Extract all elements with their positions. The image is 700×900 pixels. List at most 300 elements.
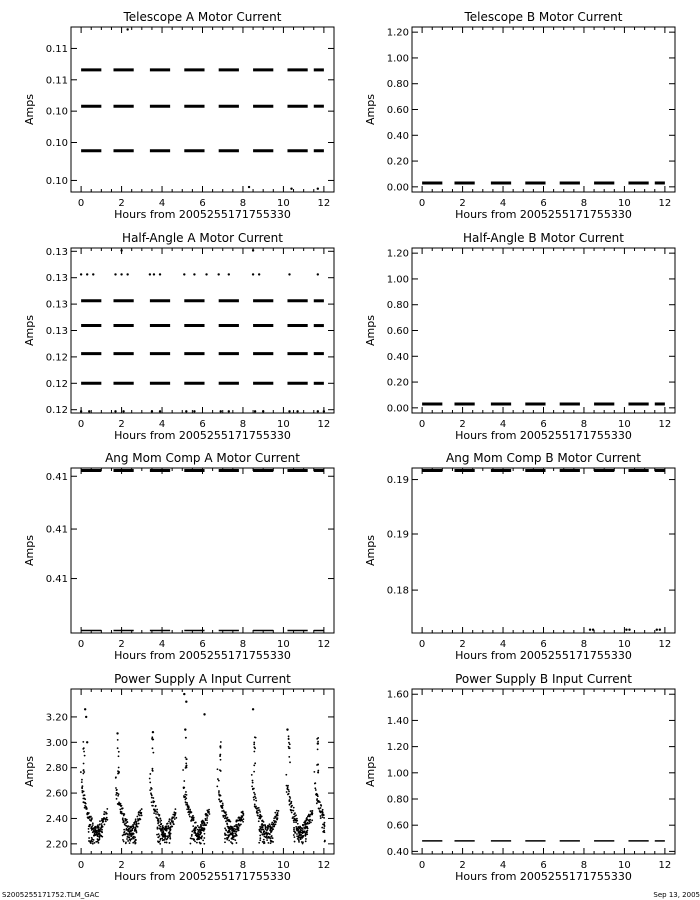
data-point <box>185 765 187 767</box>
data-point <box>160 824 162 826</box>
data-point <box>234 839 236 841</box>
data-point <box>302 843 304 845</box>
data-point <box>289 797 291 799</box>
data-point <box>129 831 131 833</box>
data-point <box>102 826 104 828</box>
data-point <box>305 833 307 835</box>
data-point <box>589 629 591 631</box>
data-point <box>254 793 256 795</box>
data-point <box>131 838 133 840</box>
data-point <box>197 825 199 827</box>
data-point <box>265 828 267 830</box>
data-point <box>193 273 195 275</box>
data-point <box>99 837 101 839</box>
data-point <box>84 794 86 796</box>
data-point <box>125 842 127 844</box>
data-point <box>253 751 255 753</box>
data-point <box>317 273 319 275</box>
x-tick-label: 8 <box>239 419 247 430</box>
data-point <box>83 769 85 771</box>
x-tick-label: 4 <box>158 860 166 871</box>
data-point <box>193 832 195 834</box>
data-point <box>116 798 118 800</box>
data-point <box>159 839 161 841</box>
data-point <box>267 833 269 835</box>
data-point <box>123 832 125 834</box>
data-point <box>290 802 292 804</box>
data-point <box>132 832 134 834</box>
y-tick-label: 0.41 <box>45 524 68 536</box>
data-point <box>220 741 222 743</box>
data-point <box>318 801 320 803</box>
data-point <box>190 837 192 839</box>
data-point <box>231 838 233 840</box>
x-tick-label: 10 <box>618 639 631 650</box>
data-point <box>106 808 108 810</box>
data-point <box>122 821 124 823</box>
y-tick-label: 2.80 <box>45 763 68 775</box>
x-tick-label: 2 <box>118 639 125 650</box>
data-point <box>262 829 264 831</box>
data-point <box>192 825 194 827</box>
plot-frame <box>412 27 675 192</box>
data-point <box>151 736 153 738</box>
y-tick-label: 0.18 <box>386 585 409 597</box>
data-point <box>297 823 299 825</box>
data-point <box>122 839 124 841</box>
y-tick-label: 0.60 <box>386 326 409 337</box>
data-point <box>229 821 231 823</box>
x-tick-label: 6 <box>540 639 547 650</box>
data-point <box>231 830 233 832</box>
data-point <box>162 831 164 833</box>
data-point <box>288 410 290 412</box>
data-point <box>285 774 287 776</box>
data-point <box>193 817 195 819</box>
x-axis-label: Hours from 2005255171755330 <box>114 649 291 662</box>
data-point <box>260 829 262 831</box>
data-point <box>217 768 219 770</box>
data-point <box>277 817 279 819</box>
data-point <box>121 805 123 807</box>
data-point <box>152 770 154 772</box>
data-point <box>266 837 268 839</box>
data-point <box>134 843 136 845</box>
y-tick-label: 1.00 <box>386 768 409 780</box>
data-point <box>253 799 255 801</box>
data-point <box>296 410 298 412</box>
data-point <box>272 828 274 830</box>
x-tick-label: 8 <box>580 198 588 209</box>
data-point <box>83 747 85 749</box>
data-point <box>153 273 155 275</box>
data-point <box>196 842 198 844</box>
footer-date: Sep 13, 2005 <box>653 891 700 899</box>
data-point <box>288 273 290 275</box>
data-point <box>317 410 319 412</box>
data-point <box>98 829 100 831</box>
data-point <box>237 826 239 828</box>
data-point <box>263 839 265 841</box>
data-point <box>224 834 226 836</box>
y-tick-label: 1.20 <box>386 742 409 754</box>
y-tick-label: 0.19 <box>386 475 409 487</box>
x-tick-label: 12 <box>317 198 331 209</box>
data-point <box>169 838 171 840</box>
data-point <box>264 830 266 832</box>
data-point <box>287 785 289 787</box>
data-point <box>160 826 162 828</box>
data-point <box>200 824 202 826</box>
x-tick-label: 0 <box>77 860 85 871</box>
data-point <box>159 821 161 823</box>
data-point <box>235 828 237 830</box>
data-point <box>128 825 130 827</box>
x-tick-label: 0 <box>418 419 426 430</box>
data-point <box>302 835 304 837</box>
data-point <box>226 822 228 824</box>
data-point <box>238 823 240 825</box>
x-tick-label: 4 <box>499 419 507 430</box>
data-point <box>175 812 177 814</box>
data-point <box>273 817 275 819</box>
data-point <box>322 816 324 818</box>
data-point <box>126 825 128 827</box>
data-point <box>254 762 256 764</box>
data-point <box>186 802 188 804</box>
data-point <box>80 273 82 275</box>
data-point <box>81 787 83 789</box>
data-point <box>119 809 121 811</box>
x-tick-label: 0 <box>418 639 426 650</box>
data-point <box>170 823 172 825</box>
data-point <box>242 813 244 815</box>
x-tick-label: 8 <box>239 639 247 650</box>
data-point <box>204 833 206 835</box>
x-tick-label: 4 <box>499 860 507 871</box>
data-point <box>299 826 301 828</box>
data-point <box>224 827 226 829</box>
data-point <box>317 771 319 773</box>
chart-panel-1 <box>23 10 334 221</box>
data-point <box>200 837 202 839</box>
data-point <box>217 778 219 780</box>
data-point <box>158 833 160 835</box>
data-point <box>126 273 128 275</box>
data-point <box>118 772 120 774</box>
data-point <box>251 785 253 787</box>
data-point <box>221 810 223 812</box>
data-point <box>135 828 137 830</box>
data-point <box>252 273 254 275</box>
data-point <box>81 781 83 783</box>
data-point <box>225 814 227 816</box>
data-point <box>265 826 267 828</box>
data-point <box>200 832 202 834</box>
data-point <box>80 771 82 773</box>
data-point <box>266 839 268 841</box>
data-point <box>252 782 254 784</box>
data-point <box>220 795 222 797</box>
x-tick-label: 4 <box>158 198 166 209</box>
data-point <box>126 821 128 823</box>
data-point <box>141 815 143 817</box>
y-tick-label: 1.40 <box>386 715 409 727</box>
data-point <box>259 839 261 841</box>
data-point <box>138 823 140 825</box>
y-tick-label: 0.40 <box>386 351 409 363</box>
data-point <box>123 834 125 836</box>
data-point <box>204 829 206 831</box>
data-point <box>95 834 97 836</box>
data-point <box>88 828 90 830</box>
data-point <box>170 833 172 835</box>
y-axis-label: Amps <box>364 756 377 787</box>
x-tick-label: 8 <box>239 198 247 209</box>
data-point <box>185 763 187 765</box>
data-point <box>82 741 84 743</box>
data-point <box>159 843 161 845</box>
data-point <box>184 796 186 798</box>
data-point <box>219 754 221 756</box>
data-point <box>238 820 240 822</box>
data-point <box>320 817 322 819</box>
data-point <box>236 842 238 844</box>
y-tick-label: 1.00 <box>386 53 409 65</box>
data-point <box>84 708 86 710</box>
data-point <box>86 814 88 816</box>
y-tick-label: 1.60 <box>386 689 409 701</box>
data-point <box>114 273 116 275</box>
data-point <box>195 822 197 824</box>
data-point <box>258 820 260 822</box>
data-point <box>83 751 85 753</box>
data-point <box>99 820 101 822</box>
data-point <box>206 822 208 824</box>
data-point <box>323 817 325 819</box>
data-point <box>185 737 187 739</box>
data-point <box>269 838 271 840</box>
data-point <box>136 823 138 825</box>
data-point <box>316 802 318 804</box>
data-point <box>307 822 309 824</box>
data-point <box>159 818 161 820</box>
chart-panel-7 <box>23 672 334 883</box>
data-point <box>220 770 222 772</box>
data-point <box>238 829 240 831</box>
data-point <box>101 829 103 831</box>
data-point <box>195 834 197 836</box>
x-tick-label: 2 <box>459 198 466 209</box>
data-point <box>293 834 295 836</box>
data-point <box>255 800 257 802</box>
data-point <box>88 831 90 833</box>
plot-frame <box>71 468 334 633</box>
x-tick-label: 6 <box>540 198 547 209</box>
data-point <box>275 821 277 823</box>
data-point <box>292 810 294 812</box>
data-point <box>264 842 266 844</box>
y-tick-label: 0.80 <box>386 79 409 91</box>
data-point <box>236 835 238 837</box>
data-point <box>324 825 326 827</box>
chart-panel-8 <box>364 672 675 883</box>
data-point <box>262 410 264 412</box>
x-tick-label: 12 <box>658 639 672 650</box>
data-point <box>294 841 296 843</box>
data-point <box>270 842 272 844</box>
data-point <box>189 809 191 811</box>
data-point <box>291 809 293 811</box>
data-point <box>160 830 162 832</box>
data-point <box>317 764 319 766</box>
data-point <box>157 836 159 838</box>
x-tick-label: 12 <box>317 419 331 430</box>
data-point <box>101 823 103 825</box>
data-point <box>85 806 87 808</box>
data-point <box>187 804 189 806</box>
data-point <box>310 814 312 816</box>
data-point <box>228 273 230 275</box>
data-point <box>171 826 173 828</box>
x-axis-label: Hours from 2005255171755330 <box>455 649 632 662</box>
x-axis-label: Hours from 2005255171755330 <box>114 208 291 221</box>
data-point <box>226 820 228 822</box>
data-point <box>89 841 91 843</box>
data-point <box>184 728 186 730</box>
data-point <box>257 812 259 814</box>
data-point <box>273 826 275 828</box>
data-point <box>122 410 124 412</box>
y-tick-label: 1.20 <box>386 27 409 39</box>
data-point <box>141 808 143 810</box>
data-point <box>253 764 255 766</box>
y-tick-label: 3.20 <box>45 712 68 724</box>
data-point <box>106 817 108 819</box>
data-point <box>232 826 234 828</box>
data-point <box>288 738 290 740</box>
data-point <box>316 738 318 740</box>
x-tick-label: 12 <box>658 198 672 209</box>
y-tick-label: 0.13 <box>45 246 68 258</box>
data-point <box>320 805 322 807</box>
data-point <box>117 747 119 749</box>
data-point <box>208 811 210 813</box>
data-point <box>81 779 83 781</box>
data-point <box>259 835 261 837</box>
data-point <box>317 795 319 797</box>
data-point <box>92 824 94 826</box>
data-point <box>295 821 297 823</box>
data-point <box>185 757 187 759</box>
data-point <box>85 803 87 805</box>
data-point <box>152 731 154 733</box>
data-point <box>86 808 88 810</box>
data-point <box>152 768 154 770</box>
y-tick-label: 0.60 <box>386 820 409 832</box>
data-point <box>226 839 228 841</box>
x-tick-label: 12 <box>317 860 331 871</box>
y-tick-label: 1.00 <box>386 274 409 286</box>
data-point <box>169 842 171 844</box>
data-point <box>161 828 163 830</box>
data-point <box>203 837 205 839</box>
data-point <box>185 410 187 412</box>
data-point <box>296 830 298 832</box>
data-point <box>134 830 136 832</box>
data-point <box>92 273 94 275</box>
y-tick-label: 0.60 <box>386 105 409 116</box>
x-tick-label: 10 <box>277 860 290 871</box>
data-point <box>185 797 187 799</box>
data-point <box>92 843 94 845</box>
data-point <box>206 817 208 819</box>
data-point <box>131 828 133 830</box>
data-point <box>132 824 134 826</box>
x-tick-label: 0 <box>77 198 85 209</box>
data-point <box>232 835 234 837</box>
data-point <box>156 809 158 811</box>
data-point <box>134 840 136 842</box>
data-point <box>324 840 326 842</box>
data-point <box>152 739 154 741</box>
data-point <box>116 732 118 734</box>
data-point <box>175 817 177 819</box>
data-point <box>94 842 96 844</box>
data-point <box>84 798 86 800</box>
data-point <box>252 780 254 782</box>
data-point <box>296 835 298 837</box>
x-axis-label: Hours from 2005255171755330 <box>455 870 632 883</box>
data-point <box>323 827 325 829</box>
data-point <box>314 783 316 785</box>
x-tick-label: 6 <box>199 860 206 871</box>
y-axis-label: Amps <box>364 315 377 346</box>
data-point <box>157 826 159 828</box>
plot-frame <box>71 248 334 413</box>
data-point <box>259 809 261 811</box>
data-point <box>149 273 151 275</box>
data-point <box>155 805 157 807</box>
data-point <box>103 820 105 822</box>
y-tick-label: 3.00 <box>45 737 68 749</box>
data-point <box>164 828 166 830</box>
x-tick-label: 12 <box>317 639 331 650</box>
y-tick-label: 0.12 <box>45 378 68 390</box>
data-point <box>296 820 298 822</box>
y-tick-label: 0.40 <box>386 130 409 142</box>
data-point <box>167 836 169 838</box>
data-point <box>201 827 203 829</box>
chart-title: Telescope A Motor Current <box>123 10 282 24</box>
data-point <box>137 826 139 828</box>
data-point <box>276 810 278 812</box>
data-point <box>230 833 232 835</box>
y-tick-label: 0.00 <box>386 182 409 194</box>
y-tick-label: 0.11 <box>45 43 68 55</box>
data-point <box>207 815 209 817</box>
data-point <box>322 831 324 833</box>
x-tick-label: 12 <box>658 860 672 871</box>
data-point <box>228 829 230 831</box>
data-point <box>116 789 118 791</box>
data-point <box>294 832 296 834</box>
data-point <box>221 800 223 802</box>
y-tick-label: 0.80 <box>386 300 409 312</box>
data-point <box>275 823 277 825</box>
data-point <box>263 821 265 823</box>
data-point <box>168 828 170 830</box>
